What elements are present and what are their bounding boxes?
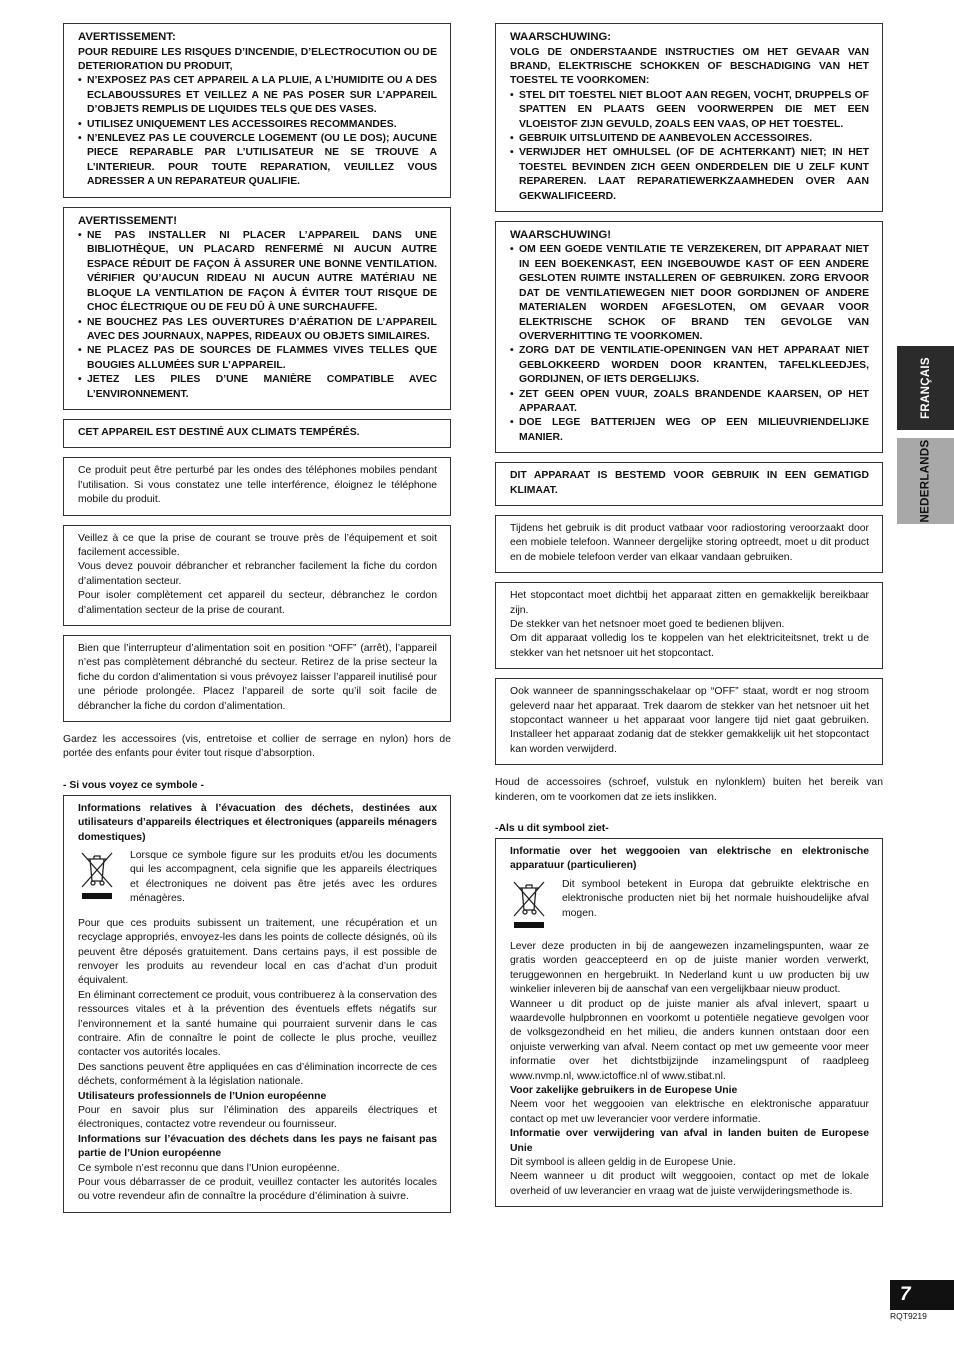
outlet-text: De stekker van het netsnoer moet goed te bedienen blijven. (510, 619, 785, 630)
outside-eu-text: Neem wanneer u dit product wilt weggooien, contact op met de lokale overheid of uw leverancier en vraag wat de juiste verwijderingsmethode is. (510, 1171, 869, 1197)
tab-label: NEDERLANDS (919, 439, 932, 523)
warning-title: AVERTISSEMENT: (78, 31, 176, 43)
phone-text: Ce produit peut être perturbé par les ondes des téléphones mobiles pendant l’utilisation. Si vous constatez une telle interférence, éloignez le téléphone mobile du produit. (78, 465, 437, 506)
wee-text: Dit symbool betekent in Europa dat gebruikte elektrische en elektronische producten niet bij het normale huishoudelijke afval mogen. (562, 878, 869, 919)
pro-text: Neem voor het weggooien van elektrische en elektronische apparatuur contact op met uw leverancier voor verdere informatie. (510, 1099, 869, 1125)
warning-intro: VOLG DE ONDERSTAANDE INSTRUCTIES OM HET GEVAAR VAN BRAND, ELEKTRISCHE SCHOKKEN OF BESCHADIGING VAN HET TOESTEL TE VOORKOMEN: (510, 46, 869, 87)
warning-item: • N’EXPOSEZ PAS CET APPAREIL A LA PLUIE, A L’HUMIDITE OU A DES ECLABOUSSURES ET VEILLEZ A NE PAS POSER SUR L’APPAREIL D’OBJETS REMPLIS DE LIQUIDES TELS QUE DES VASES. (78, 74, 437, 117)
disposal-paragraph: Lever deze producten in bij de aangewezen inzamelingspunten, waar ze gratis worden geaccepteerd en op de juiste manier worden verwerkt, teruggewonnen en hergebruikt. In Nederland kunt u uw producten bij uw winkelier inleveren bij de aanschaf van een vergelijkbaar nieuw product. (510, 940, 869, 996)
accessories-note: Gardez les accessoires (vis, entretoise et collier de serrage en nylon) hors de portée des enfants pour éviter tout risque d’absorption. (63, 734, 451, 760)
warning-list (78, 229, 437, 402)
warning-item: • VERWIJDER HET OMHULSEL (OF DE ACHTERKANT) NIET; IN HET TOESTEL BEVINDEN ZICH GEEN ONDERDELEN DIE U ZELF KUNT REPAREREN. LAAT REPARATIEWERKZAAMHEDEN OVER AAN GEKWALIFICEERD. (510, 146, 869, 204)
outlet-text: Vous devez pouvoir débrancher et rebrancher facilement la fiche du cordon d’alimentation secteur. (78, 561, 437, 587)
warning-list (510, 243, 869, 445)
warning-item: • ZORG DAT DE VENTILATIE-OPENINGEN VAN HET APPARAAT NIET GEBLOKKEERD WORDEN DOOR KRANTEN, TAFELKLEEDJES, GORDIJNEN, OF IETS DERGELIJKS. (510, 344, 869, 387)
accessories-note: Houd de accessoires (schroef, vulstuk en nylonklem) buiten het bereik van kinderen, om te voorkomen dat ze iets inslikken. (495, 777, 883, 803)
outlet-text: Veillez à ce que la prise de courant se trouve près de l’équipement et soit facilement accessible. (78, 532, 437, 558)
switch-notice (63, 635, 451, 722)
disposal-paragraph: Des sanctions peuvent être appliquées en cas d’élimination incorrecte de ces déchets, conformément à la législation nationale. (78, 1061, 437, 1088)
outside-eu-text: Ce symbole n’est reconnu que dans l’Union européenne. (78, 1162, 340, 1174)
outlet-text: Om dit apparaat volledig los te koppelen van het elektriciteitsnet, trekt u de stekker van het netsnoer uit het stopcontact. (510, 633, 869, 659)
disposal-paragraph: Pour que ces produits subissent un traitement, une récupération et un recyclage appropriés, envoyez-les dans les points de collecte désignés, où ils peuvent être déposés gratuitement. Dans certains pays, il est possible de renvoyer les produits au revendeur local en cas d’achat d’un produit équivalent. (78, 917, 437, 987)
symbol-heading: - Si vous voyez ce symbole - (63, 779, 204, 791)
warning-item: • OM EEN GOEDE VENTILATIE TE VERZEKEREN, DIT APPARAAT NIET IN EEN BOEKENKAST, EEN INGEBOUWDE KAST OF EEN ANDERE GESLOTEN RUIMTE INSTALLEREN OF GEBRUIKEN. ZORG ERVOOR DAT DE VENTILATIEWEGEN NIET DOOR GORDIJNEN OF ANDERE MATERIALEN WORDEN AFGESLOTEN, OM GEVAAR VOOR ELEKTRISCHE SCHOK OF BRAND TEN GEVOLGE VAN OVERVERHITTING TE VOORKOMEN. (510, 243, 869, 344)
warning-item: • GEBRUIK UITSLUITEND DE AANBEVOLEN ACCESSOIRES. (510, 132, 869, 146)
dutch-column (495, 23, 883, 1216)
climate-text: CET APPAREIL EST DESTINÉ AUX CLIMATS TEMPÉRÉS. (78, 426, 360, 438)
warning-item: • NE BOUCHEZ PAS LES OUVERTURES D’AÉRATION DE L’APPAREIL AVEC DES JOURNAUX, NAPPES, RIDEAUX OU OBJETS SIMILAIRES. (78, 316, 437, 345)
crossed-bin-icon (78, 849, 116, 901)
disposal-paragraph: En éliminant correctement ce produit, vous contribuerez à la conservation des ressources vitales et à la prévention des éventuels effets négatifs sur l’environnement et la santé humaine qui pourraient survenir dans le cas contraire. Afin de connaître le point de collecte le plus proche, veuillez contacter vos autorités locales. (78, 989, 437, 1059)
warning-intro: POUR REDUIRE LES RISQUES D’INCENDIE, D’ELECTROCUTION OU DE DETERIORATION DU PRODUIT, (78, 46, 437, 72)
phone-text: Tijdens het gebruik is dit product vatbaar voor radiostoring veroorzaakt door een mobiele telefoon. Wanneer dergelijke storing optreedt, moet u dit product en de mobiele telefoon verder van elkaar vandaan gebruiken. (510, 522, 869, 563)
crossed-bin-icon (510, 878, 548, 930)
disposal-box (495, 838, 883, 1207)
outlet-notice (63, 525, 451, 626)
pro-heading: Utilisateurs professionnels de l’Union européenne (78, 1090, 327, 1102)
outside-eu-heading: Informatie over verwijdering van afval in landen buiten de Europese Unie (510, 1128, 869, 1154)
disposal-title: Informatie over het weggooien van elektrische en elektronische apparatuur (particulieren) (510, 846, 869, 872)
pro-heading: Voor zakelijke gebruikers in de Europese Unie (510, 1084, 738, 1096)
warning-box-2 (495, 221, 883, 453)
warning-box-1 (495, 23, 883, 212)
tab-francais (897, 346, 954, 430)
warning-item: • NE PAS INSTALLER NI PLACER L’APPAREIL DANS UNE BIBLIOTHÈQUE, UN PLACARD RENFERMÉ NI AUCUN AUTRE ESPACE RÉDUIT DE FAÇON À ASSURER UNE BONNE VENTILATION. VÉRIFIER QU’AUCUN RIDEAU NI AUCUN AUTRE MATÉRIAU NE BLOQUE LA VENTILATION DE FAÇON À ÉVITER TOUT RISQUE DE CHOC ÉLECTRIQUE OU DE FEU DÛ À UNE SURCHAUFFE. (78, 229, 437, 315)
outside-eu-text: Dit symbool is alleen geldig in de Europese Unie. (510, 1156, 736, 1168)
switch-notice (495, 678, 883, 765)
disposal-paragraph: Wanneer u dit product op de juiste manier als afval inlevert, spaart u waardevolle hulpbronnen en voorkomt u potentiële negatieve gevolgen voor de volksgezondheid en het milieu, die anders kunnen ontstaan door een onjuiste verwerking van afval. Neem contact op met uw gemeente voor meer informatie over het dichtstbijzijnde inzamelingspunt of raadpleeg www.nvmp.nl, www.ictoffice.nl of www.stibat.nl. (510, 998, 869, 1082)
warning-title: WAARSCHUWING: (510, 31, 612, 43)
symbol-heading: -Als u dit symbool ziet- (495, 823, 609, 835)
climate-notice (63, 419, 451, 448)
document-code: RQT9219 (890, 1311, 927, 1321)
warning-list (78, 74, 437, 189)
wee-text: Lorsque ce symbole figure sur les produits et/ou les documents qui les accompagnent, cela signifie que les appareils électriques et électroniques ne doivent pas être jetés avec les ordures ménagères. (130, 850, 437, 905)
warning-item: • UTILISEZ UNIQUEMENT LES ACCESSOIRES RECOMMANDES. (78, 118, 437, 132)
outside-eu-text: Pour vous débarrasser de ce produit, veuillez contacter les autorités locales ou votre revendeur afin de connaître la procédure d’élimination à suivre. (78, 1177, 437, 1203)
tab-label: FRANÇAIS (919, 357, 932, 419)
outlet-notice (495, 582, 883, 669)
switch-text: Ook wanneer de spanningsschakelaar op “OFF” staat, wordt er nog stroom geleverd naar het apparaat. Trek daarom de stekker van het netsnoer uit het stopcontact wanneer u het apparaat voor langere tijd niet gaat gebruiken. Installeer het apparaat zodanig dat de stekker gemakkelijk uit het stopcontact kan worden verwijderd. (510, 686, 869, 755)
wee-row (510, 878, 869, 930)
warning-title: AVERTISSEMENT! (78, 214, 177, 227)
warning-box-2 (63, 207, 451, 410)
climate-notice (495, 462, 883, 506)
warning-item: • N’ENLEVEZ PAS LE COUVERCLE LOGEMENT (OU LE DOS); AUCUNE PIECE REPARABLE PAR L’UTILISATEUR NE SE TROUVE A L’INTERIEUR. POUR TOUTE REPARATION, VEUILLEZ VOUS ADRESSER A UN REPARATEUR QUALIFIE. (78, 132, 437, 190)
disposal-title: Informations relatives à l’évacuation des déchets, destinées aux utilisateurs d’appareils électriques et électroniques (appareils ménagers domestiques) (78, 802, 437, 843)
wee-row (78, 849, 437, 907)
french-column (63, 23, 451, 1222)
warning-item: • ZET GEEN OPEN VUUR, ZOALS BRANDENDE KAARSEN, OP HET APPARAAT. (510, 388, 869, 417)
phone-notice (63, 457, 451, 515)
climate-text: DIT APPARAAT IS BESTEMD VOOR GEBRUIK IN EEN GEMATIGD KLIMAAT. (510, 470, 869, 496)
disposal-box (63, 795, 451, 1213)
warning-item: • NE PLACEZ PAS DE SOURCES DE FLAMMES VIVES TELLES QUE BOUGIES ALLUMÉES SUR L’APPAREIL. (78, 344, 437, 373)
outlet-text: Pour isoler complètement cet appareil du secteur, débranchez le cordon d’alimentation secteur de la prise de courant. (78, 590, 437, 616)
warning-title: WAARSCHUWING! (510, 228, 612, 241)
outside-eu-heading: Informations sur l’évacuation des déchets dans les pays ne faisant pas partie de l’Union européenne (78, 1133, 437, 1160)
pro-text: Pour en savoir plus sur l’élimination des appareils électriques et électroniques, contactez votre revendeur ou fournisseur. (78, 1104, 437, 1131)
switch-text: Bien que l’interrupteur d’alimentation soit en position “OFF” (arrêt), l’appareil n’est pas complètement débranché du secteur. Retirez de la prise secteur la fiche du cordon d’alimentation si vous prévoyez laisser l’appareil inutilisé pour une période prolongée. Placez l’appareil de sorte qu’il soit facile de débrancher la fiche du cordon d’alimentation. (78, 643, 437, 712)
tab-nederlands (897, 438, 954, 524)
phone-notice (495, 515, 883, 573)
warning-box-1 (63, 23, 451, 198)
warning-list (510, 89, 869, 204)
outlet-text: Het stopcontact moet dichtbij het apparaat zitten en gemakkelijk bereikbaar zijn. (510, 590, 869, 616)
warning-item: • DOE LEGE BATTERIJEN WEG OP EEN MILIEUVRIENDELIJKE MANIER. (510, 416, 869, 445)
warning-item: • JETEZ LES PILES D’UNE MANIÈRE COMPATIBLE AVEC L’ENVIRONNEMENT. (78, 373, 437, 402)
warning-item: • STEL DIT TOESTEL NIET BLOOT AAN REGEN, VOCHT, DRUPPELS OF SPATTEN EN PLAATS GEEN VOORWERPEN DIE MET EEN VLOEISTOF ZIJN GEVULD, ZOALS EEN VAAS, OP HET TOESTEL. (510, 89, 869, 132)
page-number: 7 (890, 1280, 954, 1310)
